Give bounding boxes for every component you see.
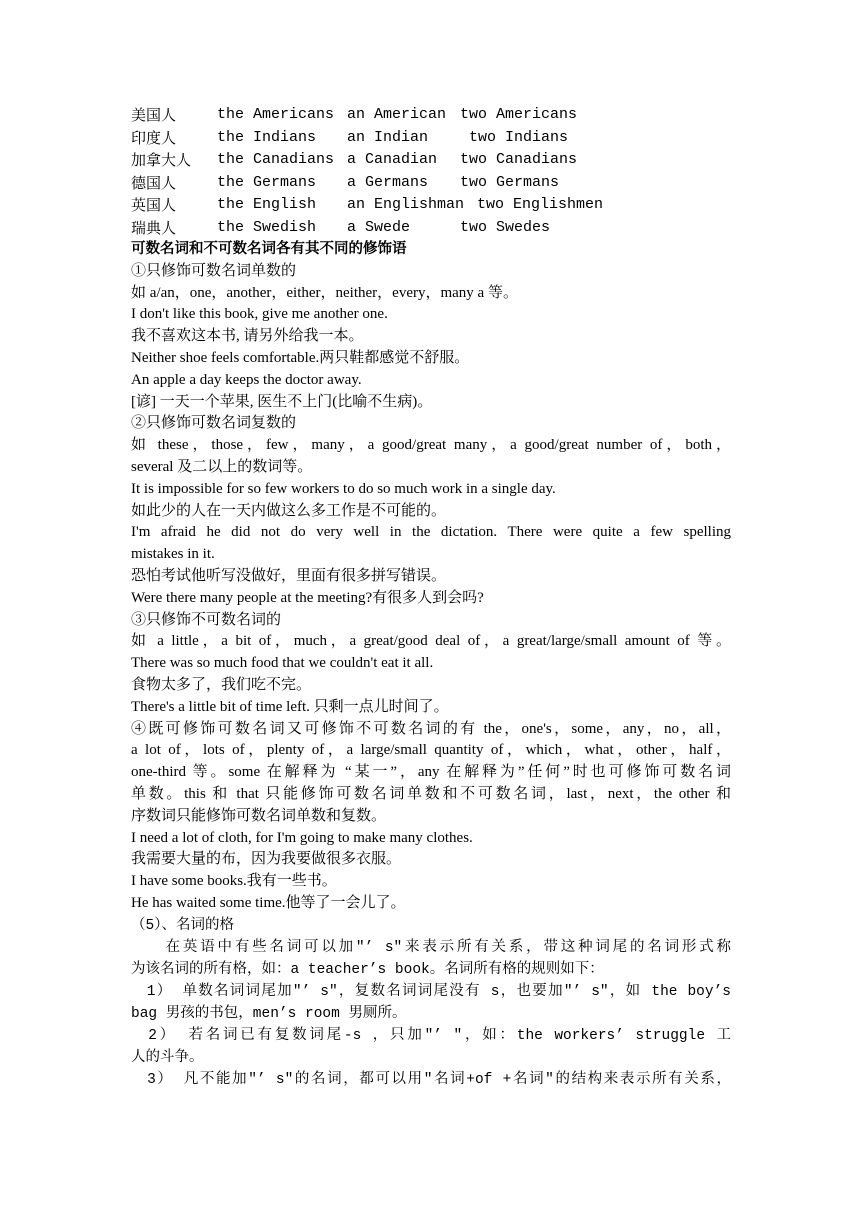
- translation-line: 我需要大量的布，因为我要做很多衣服。: [131, 851, 402, 868]
- text-line: several 及二以上的数词等。: [131, 458, 313, 475]
- text-line: 如 these，those，few，many，a good/great many，a good/great number of，both，: [131, 437, 731, 454]
- table-cell: 英国人: [131, 196, 177, 214]
- example-sentence: It is impossible for so few workers to do so much work in a single day.: [131, 480, 556, 497]
- example-sentence: Were there many people at the meeting?有很多人到会吗?: [131, 589, 484, 606]
- example-sentence: An apple a day keeps the doctor away.: [131, 371, 362, 388]
- translation-line: [谚] 一天一个苹果, 医生不上门(比喻不生病)。: [131, 393, 433, 410]
- example-sentence: I need a lot of cloth, for I'm going to make many clothes.: [131, 829, 473, 846]
- table-cell: a Germans: [347, 173, 429, 191]
- example-sentence: Neither shoe feels comfortable.两只鞋都感觉不舒服。: [131, 349, 470, 366]
- example-sentence: I don't like this book, give me another one.: [131, 306, 388, 323]
- table-cell: 印度人: [131, 128, 177, 147]
- example-sentence: There was so much food that we couldn't eat it all.: [131, 655, 434, 672]
- translation-line: 食物太多了，我们吃不完。: [131, 676, 312, 693]
- table-row: [131, 194, 731, 217]
- rule-line: 1） 单数名词词尾加"’ s"，复数名词词尾没有 s，也要加"’ s"，如 the boy’s: [131, 983, 731, 1000]
- table-cell: two Canadians: [460, 151, 578, 168]
- table-cell: the Germans: [217, 173, 317, 191]
- table-cell: an American: [347, 106, 447, 123]
- table-cell: 瑞典人: [131, 218, 177, 237]
- rule-line: bag 男孩的书包，men’s room 男厕所。: [131, 1005, 407, 1022]
- translation-line: 恐怕考试他听写没做好，里面有很多拼写错误。: [131, 567, 447, 584]
- section-5: [131, 915, 731, 1091]
- nationality-table: [131, 104, 731, 239]
- table-row: [131, 104, 731, 127]
- subheading-singular: ①只修饰可数名词单数的: [131, 262, 297, 279]
- intro-line: 在英语中有些名词可以加"’ s"来表示所有关系，带这种词尾的名词形式称: [131, 939, 731, 956]
- translation-line: 如此少的人在一天内做这么多工作是不可能的。: [131, 502, 447, 519]
- section-title: （5）、名词的格: [131, 917, 234, 934]
- example-sentence: He has waited some time.他等了一会儿了。: [131, 894, 406, 911]
- translation-line: 我不喜欢这本书, 请另外给我一本。: [131, 328, 364, 345]
- example-sentence: mistakes in it.: [131, 546, 215, 563]
- table-cell: the Indians: [217, 128, 317, 146]
- table-cell: two Germans: [460, 173, 560, 191]
- rule-line: 人的斗争。: [131, 1049, 204, 1066]
- table-cell: two Englishmen: [468, 196, 604, 213]
- table-cell: the Canadians: [217, 151, 335, 168]
- text-line: 如 a/an，one，another，either，neither，every，many a 等。: [131, 284, 518, 301]
- table-cell: a Swede: [347, 218, 411, 236]
- table-cell: the English: [217, 196, 317, 213]
- text-line: a lot of，lots of，plenty of，a large/small quantity of，which，what，other，half，: [131, 742, 731, 759]
- table-row: [131, 127, 731, 150]
- document-page: [131, 104, 731, 1091]
- table-cell: a Canadian: [347, 151, 438, 168]
- table-row: [131, 217, 731, 240]
- table-cell: two Americans: [460, 106, 578, 123]
- rule-line: 2） 若名词已有复数词尾-s ，只加"’ "，如：the workers’ struggle 工: [131, 1027, 731, 1044]
- body-text: [131, 261, 731, 915]
- table-cell: 加拿大人: [131, 151, 192, 169]
- text-line: one-third 等。some 在解释为 “某一”，any 在解释为”任何”时也可修饰可数名词: [131, 764, 731, 781]
- subheading-uncountable: ③只修饰不可数名词的: [131, 611, 282, 628]
- example-sentence: I have some books.我有一些书。: [131, 873, 337, 890]
- text-line: 如 a little，a bit of，much，a great/good deal of，a great/large/small amount of 等。: [131, 633, 731, 650]
- text-line: 序数词只能修饰可数名词单数和复数。: [131, 807, 387, 824]
- table-row: [131, 149, 731, 172]
- subheading-both: ④既可修饰可数名词又可修饰不可数名词的有 the，one's，some，any，no，all，: [131, 720, 731, 737]
- rule-line: 3） 凡不能加"’ s"的名词，都可以用"名词+of +名词"的结构来表示所有关系，: [131, 1071, 731, 1088]
- intro-line: 为该名词的所有格，如：a teacher’s book。名词所有格的规则如下：: [131, 961, 604, 978]
- table-cell: an Indian: [347, 128, 429, 146]
- table-cell: the Swedish: [217, 218, 317, 236]
- table-cell: 德国人: [131, 173, 177, 192]
- subheading-plural: ②只修饰可数名词复数的: [131, 415, 297, 432]
- table-cell: two Swedes: [460, 218, 551, 236]
- text-line: 单数。this 和 that 只能修饰可数名词单数和不可数名词，last，next，the other 和: [131, 785, 731, 802]
- table-cell: the Americans: [217, 106, 335, 123]
- example-sentence: There's a little bit of time left. 只剩一点儿时间了。: [131, 698, 449, 715]
- table-cell: an Englishman: [347, 196, 465, 213]
- example-sentence: I'm afraid he did not do very well in the dictation. There were quite a few spelling: [131, 524, 731, 541]
- table-cell: two Indians: [460, 128, 569, 146]
- table-cell: 美国人: [131, 106, 177, 124]
- table-row: [131, 172, 731, 195]
- section-heading: 可数名词和不可数名词各有其不同的修饰语: [131, 241, 407, 257]
